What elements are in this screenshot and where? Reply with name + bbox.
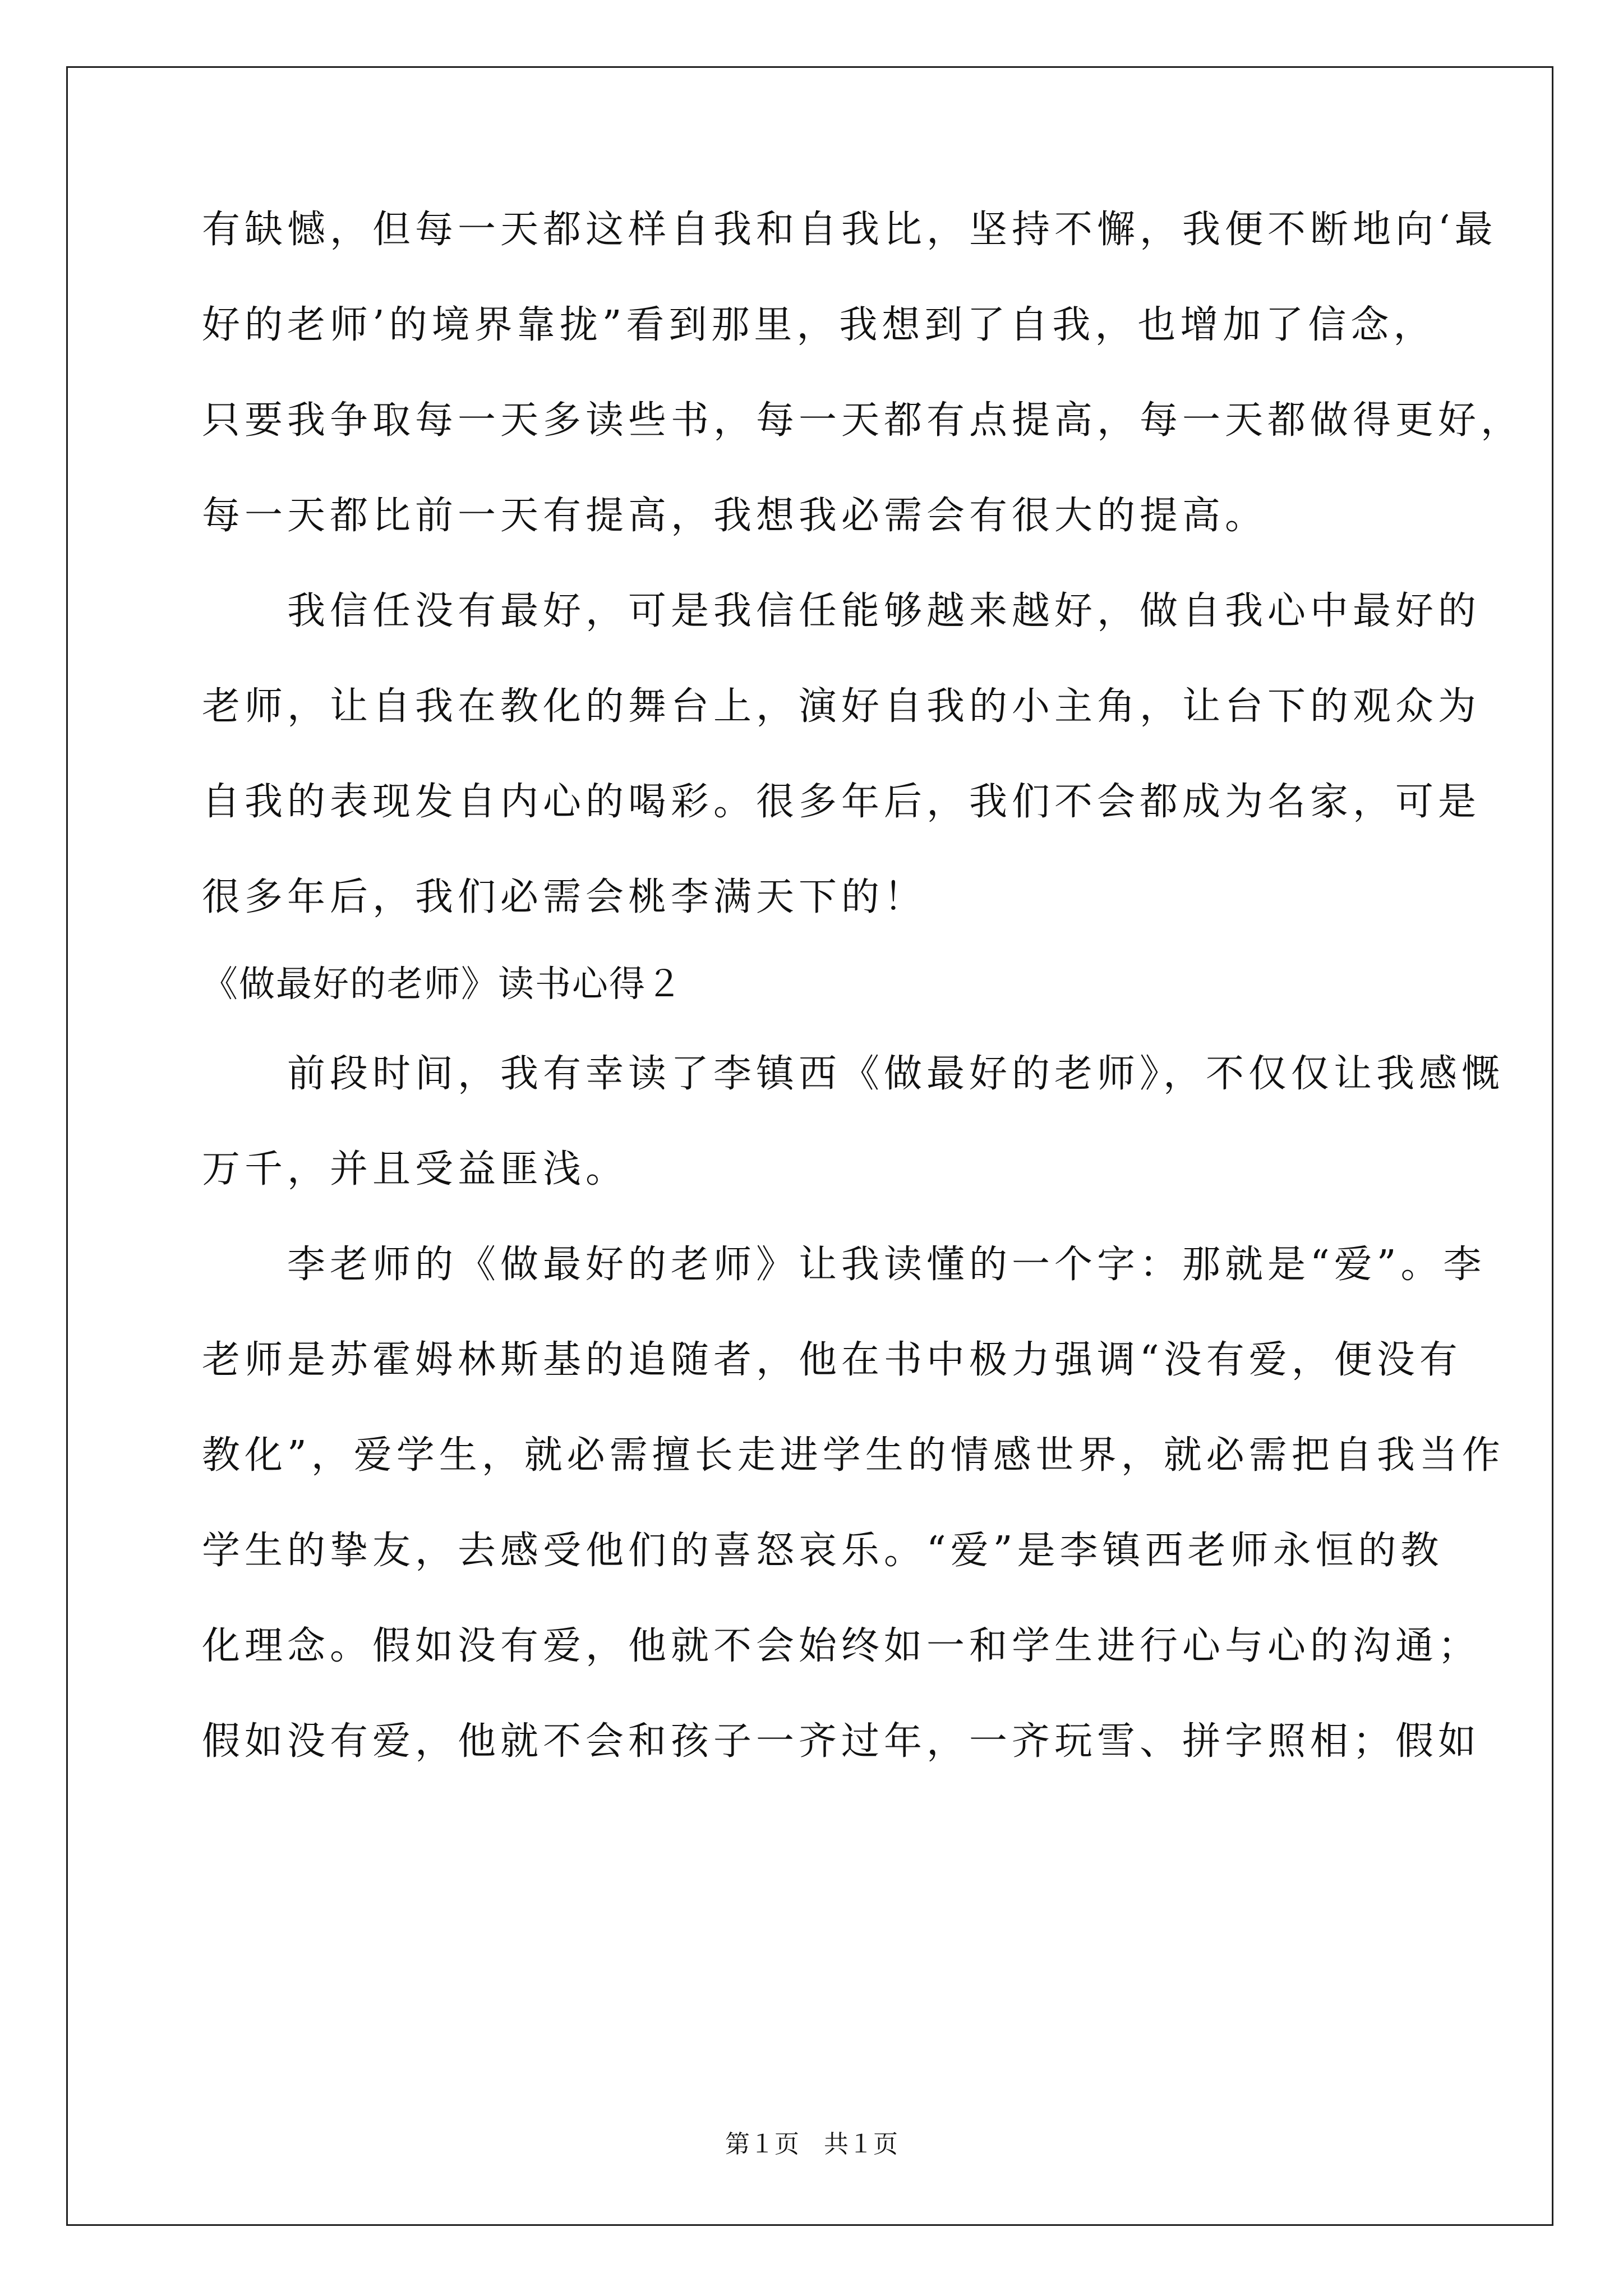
text-line: 我信任没有最好，可是我信任能够越来越好，做自我心中最好的 [202,589,1481,633]
text-line: 前段时间，我有幸读了李镇西《做最好的老师》，不仅仅让我感慨 [202,1052,1505,1096]
text-line: 老师，让自我在教化的舞台上，演好自我的小主角，让台下的观众为 [202,684,1481,729]
text-line: 很多年后，我们必需会桃李满天下的！ [202,875,927,919]
text-line: 好的老师’的境界靠拢”看到那里，我想到了自我，也增加了信念， [202,303,1436,347]
text-line: 化理念。假如没有爱，他就不会始终如一和学生进行心与心的沟通； [202,1624,1481,1668]
text-line: 教化”，爱学生，就必需擅长走进学生的情感世界，就必需把自我当作 [202,1433,1505,1478]
text-line: 只要我争取每一天多读些书，每一天都有点提高，每一天都做得更好， [202,398,1524,443]
text-line: 万千，并且受益匪浅。 [202,1147,629,1191]
page-footer: 第１页 共１页 [725,2130,898,2159]
text-line: 学生的挚友，去感受他们的喜怒哀乐。“爱”是李镇西老师永恒的教 [202,1529,1444,1573]
text-line: 李老师的《做最好的老师》让我读懂的一个字：那就是“爱”。李 [202,1243,1486,1287]
text-line: 老师是苏霍姆林斯基的追随者，他在书中极力强调“没有爱，便没有 [202,1338,1462,1382]
text-line: 有缺憾，但每一天都这样自我和自我比，坚持不懈，我便不断地向‘最 [202,208,1497,252]
text-line: 假如没有爱，他就不会和孩子一齐过年，一齐玩雪、拼字照相；假如 [202,1719,1481,1764]
text-line: 自我的表现发自内心的喝彩。很多年后，我们不会都成为名家，可是 [202,780,1481,824]
text-line: 每一天都比前一天有提高，我想我必需会有很大的提高。 [202,494,1268,538]
page-border [66,66,1553,2226]
section-title: 《做最好的老师》读书心得２ [202,964,683,1005]
